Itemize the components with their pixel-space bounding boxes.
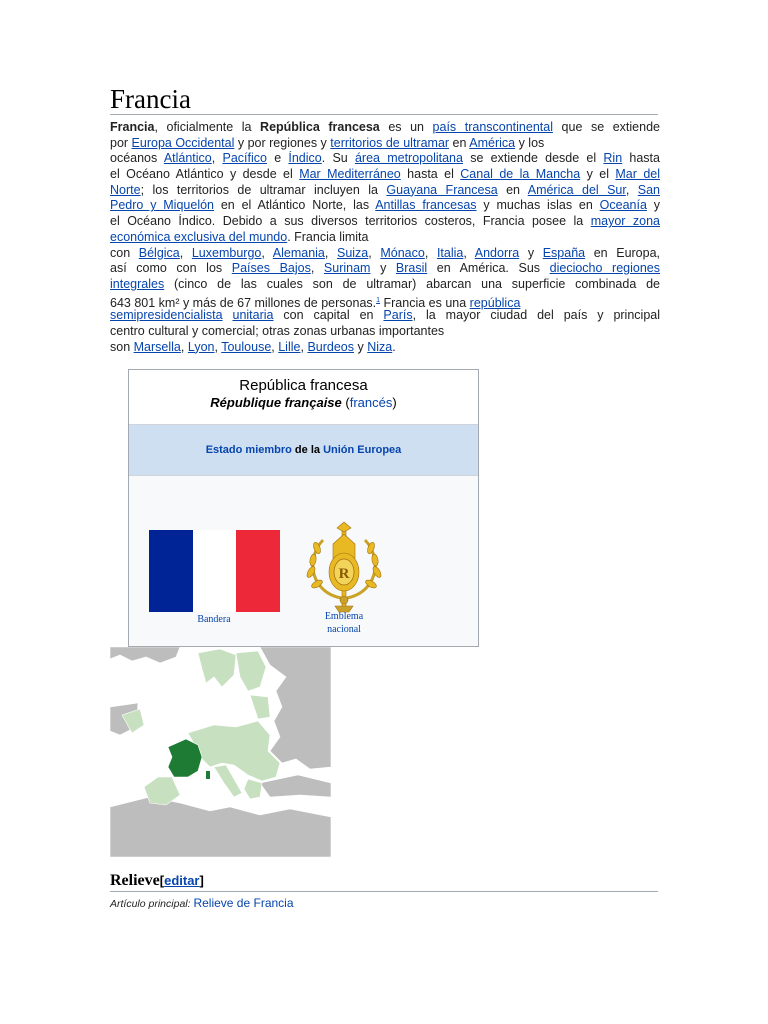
text: . Francia limita (287, 229, 369, 244)
text: , (214, 339, 222, 354)
link-mar-mediterraneo[interactable]: Mar Mediterráneo (299, 167, 401, 182)
link-monaco[interactable]: Mónaco (380, 245, 425, 260)
text: , (261, 245, 273, 260)
text: y (370, 261, 396, 276)
text: , (300, 339, 308, 354)
bold-text: República francesa (260, 120, 380, 134)
text: hasta (622, 151, 660, 166)
flag-blue-stripe (149, 530, 193, 612)
link-lyon[interactable]: Lyon (187, 339, 215, 354)
location-map-image[interactable] (110, 647, 331, 857)
link-surinam[interactable]: Surinam (323, 261, 371, 276)
infobox-country-name: República francesa (239, 377, 368, 394)
text: . Su (321, 151, 355, 166)
edit-bracket-open: [ (159, 873, 165, 888)
text-line (110, 308, 660, 324)
text-line (110, 136, 660, 152)
link-niza[interactable]: Niza (367, 339, 393, 354)
flag-caption[interactable]: Bandera (197, 614, 231, 625)
text: , (271, 339, 279, 354)
text (223, 308, 233, 322)
text: , (324, 245, 337, 260)
national-emblem-image[interactable] (299, 520, 389, 614)
text: y (354, 339, 368, 354)
text: , (310, 261, 324, 276)
infobox-header (129, 370, 478, 425)
map-france-highlight (168, 739, 202, 777)
link-zona-economica[interactable]: económica exclusiva del mundo (110, 229, 288, 244)
emblem-caption-line-2: nacional (327, 624, 361, 635)
flag-white-stripe (193, 530, 237, 612)
text: , la mayor ciudad del país y principal (412, 308, 660, 323)
link-san-pedro-2[interactable]: Pedro y Miquelón (110, 198, 214, 213)
text: , oficialmente la (154, 120, 261, 134)
text: con capital en (273, 308, 384, 323)
link-antillas-francesas[interactable]: Antillas francesas (375, 198, 477, 213)
text: , (625, 182, 638, 197)
text: en América. Sus (427, 261, 550, 276)
text: , (211, 151, 223, 166)
link-mar-del-norte-2[interactable]: Norte (110, 182, 141, 197)
text: en (497, 182, 528, 197)
link-atlantico[interactable]: Atlántico (163, 151, 212, 166)
link-europa-occidental[interactable]: Europa Occidental (131, 135, 235, 150)
link-indico[interactable]: Índico (288, 151, 322, 166)
text-line (110, 183, 660, 199)
main-article-prefix: Artículo principal: (110, 898, 194, 910)
edit-link[interactable]: editar (164, 873, 200, 888)
link-relieve-de-francia[interactable]: Relieve de Francia (193, 896, 294, 910)
link-oceania[interactable]: Oceanía (599, 198, 647, 213)
emblem-caption[interactable] (299, 610, 389, 636)
link-frances[interactable]: francés (349, 395, 393, 410)
link-mar-del-norte[interactable]: Mar del (615, 167, 660, 182)
link-toulouse[interactable]: Toulouse (221, 339, 272, 354)
text-line (110, 120, 660, 136)
text: con (110, 245, 139, 260)
text: y el (580, 167, 616, 182)
emblem-caption-line-1: Emblema (324, 611, 364, 622)
text: el Océano Atlántico y desde el (110, 167, 300, 182)
link-pacifico[interactable]: Pacífico (222, 151, 267, 166)
link-andorra[interactable]: Andorra (474, 245, 520, 260)
text: océanos (110, 151, 164, 166)
link-mayor-zona[interactable]: mayor zona (590, 214, 660, 229)
link-paris[interactable]: París (383, 308, 413, 323)
text: hasta el (400, 167, 461, 182)
text: , (179, 245, 192, 260)
link-estado-miembro[interactable]: Estado miembro (205, 444, 292, 456)
link-san-pedro[interactable]: San (637, 182, 660, 197)
text: , (424, 245, 437, 260)
page-title: Francia (110, 84, 658, 115)
paren-close: ) (392, 395, 397, 410)
text: y (646, 198, 660, 213)
text: es un (379, 120, 433, 134)
native-name-text: République française (210, 395, 342, 410)
link-area-metropolitana[interactable]: área metropolitana (354, 151, 463, 166)
text-line (110, 340, 660, 356)
text: y (519, 245, 543, 260)
section-heading-relieve (110, 871, 658, 892)
link-paises-bajos[interactable]: Países Bajos (231, 261, 311, 276)
link-burdeos[interactable]: Burdeos (307, 339, 354, 354)
link-pais-transcontinental[interactable]: país transcontinental (432, 120, 553, 134)
section-title: Relieve (110, 872, 160, 889)
text-line (110, 214, 660, 230)
text: que se extiende (552, 120, 660, 134)
text-line (110, 167, 660, 183)
text-line (110, 230, 660, 246)
main-article-note (110, 896, 294, 912)
text-line (110, 324, 660, 340)
link-brasil[interactable]: Brasil (395, 261, 428, 276)
link-unitaria[interactable]: unitaria (232, 308, 274, 323)
link-republica[interactable]: república (469, 295, 521, 310)
text: , (180, 339, 188, 354)
text: ; los territorios de ultramar incluyen la (140, 182, 387, 197)
map-corsica-highlight (206, 771, 210, 779)
text: (cinco de las cuales son de ultramar) abarcan una superficie combinada de (164, 276, 660, 291)
link-italia[interactable]: Italia (436, 245, 464, 260)
link-dieciocho-regiones[interactable]: dieciocho regiones (549, 261, 660, 276)
text: en (449, 135, 470, 150)
infobox-eu-status (129, 425, 478, 476)
text: el Océano Índico. Debido a sus diversos territorios costeros, Francia posee la (110, 214, 591, 229)
text-line (110, 293, 660, 309)
link-semipresidencialista[interactable]: semipresidencialista (110, 308, 223, 323)
text-line (110, 246, 660, 262)
link-luxemburgo[interactable]: Luxemburgo (191, 245, 262, 260)
infobox (128, 369, 479, 647)
infobox-native-name (129, 395, 478, 411)
link-suiza[interactable]: Suiza (336, 245, 369, 260)
link-guayana-francesa[interactable]: Guayana Francesa (386, 182, 498, 197)
bold-text: Francia (110, 120, 155, 134)
text: en Europa, (585, 245, 660, 260)
text: , (368, 245, 381, 260)
flag-image[interactable] (149, 530, 280, 612)
link-canal-mancha[interactable]: Canal de la Mancha (460, 167, 581, 182)
link-espana[interactable]: España (542, 245, 586, 260)
link-america-del-sur[interactable]: América del Sur (527, 182, 626, 197)
text: y por regiones y (234, 135, 331, 150)
link-territorios-ultramar[interactable]: territorios de ultramar (330, 135, 450, 150)
link-rin[interactable]: Rin (603, 151, 623, 166)
text: e (266, 151, 289, 166)
link-belgica[interactable]: Bélgica (138, 245, 180, 260)
text: por (110, 135, 132, 150)
text-line (110, 277, 660, 293)
text-line (110, 261, 660, 277)
text: , (463, 245, 475, 260)
text: . (392, 339, 396, 354)
svg-text:R: R (338, 566, 350, 582)
link-integrales[interactable]: integrales (110, 276, 165, 291)
text: y los (515, 135, 545, 150)
link-alemania[interactable]: Alemania (272, 245, 325, 260)
paren-open: ( (341, 395, 350, 410)
text: se extiende desde el (462, 151, 604, 166)
link-lille[interactable]: Lille (278, 339, 301, 354)
eu-status-text: de la (291, 444, 324, 456)
link-america[interactable]: América (469, 135, 516, 150)
intro-paragraph (110, 120, 660, 355)
text: así como con los (110, 261, 232, 276)
text-line (110, 151, 660, 167)
footnote-link[interactable]: 1 (376, 296, 381, 304)
text-line (110, 198, 660, 214)
text: centro cultural y comercial; otras zonas urbanas importantes (110, 323, 445, 338)
link-union-europea[interactable]: Unión Europea (323, 444, 402, 456)
edit-bracket-close: ] (199, 873, 204, 888)
flag-red-stripe (236, 530, 280, 612)
text: y muchas islas en (476, 198, 600, 213)
text: Francia es una (380, 295, 470, 310)
link-marsella[interactable]: Marsella (133, 339, 181, 354)
text: son (110, 339, 134, 354)
text: 643 801 km² y más de 67 millones de personas. (110, 295, 377, 310)
text: en el Atlántico Norte, las (214, 198, 376, 213)
